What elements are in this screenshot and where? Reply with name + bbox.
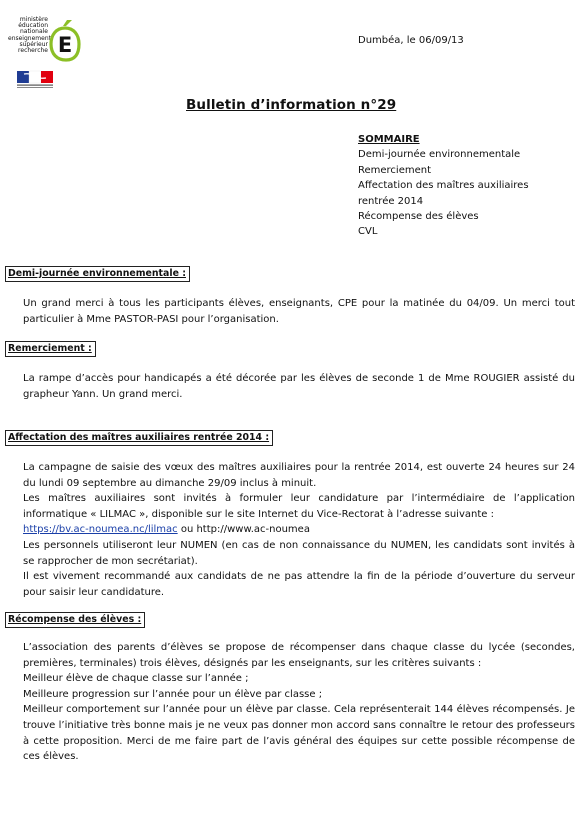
affectation-paragraph: Il est vivement recommandé aux candidats de ne pas attendre la fin de la période d’ouverture du serveur pour saisir leur candidature. <box>23 571 575 598</box>
logo-line: nationale <box>19 28 48 36</box>
place-and-date: Dumbéa, le 06/09/13 <box>358 35 464 46</box>
section-heading-text: Récompense des élèves : <box>8 614 142 625</box>
bulletin-title: Bulletin d’information n°29 <box>186 97 397 113</box>
section-heading-recompense <box>5 612 145 628</box>
toc-heading: SOMMAIRE <box>358 134 420 145</box>
republique-francaise-flag-icon <box>14 70 58 90</box>
ministry-e-logo-icon <box>49 18 81 62</box>
logo-line: supérieur <box>19 40 48 48</box>
toc-item: CVL <box>358 226 378 238</box>
section-heading-affectation <box>5 430 273 446</box>
affectation-link-line <box>23 522 575 538</box>
toc-item: Demi-journée environnementale <box>358 149 521 161</box>
recompense-body <box>23 640 575 765</box>
affectation-paragraph: Les personnels utiliseront leur NUMEN (en cas de non connaissance du NUMEN, les candidats sont invités à se rapprocher de mon secrétariat). <box>23 539 575 567</box>
recompense-paragraph: Meilleur élève de chaque classe sur l’année ; <box>23 673 249 685</box>
logo-line: éducation <box>18 22 48 30</box>
section-paragraph: La rampe d’accès pour handicapés a été décorée par les élèves de seconde 1 de Mme ROUGIER assisté du grapheur Yann. Un grand merci. <box>23 373 575 400</box>
lilmac-link[interactable]: https://bv.ac-noumea.nc/lilmac <box>23 524 178 536</box>
recompense-paragraph: Meilleur comportement sur l’année pour un élève par classe. Cela représenterait 144 élèves récompensés. Je trouve l’initiative très bonne mais je ne veux pas donner mon accord sans connaître le retour des professeurs à cette proposition. Merci de me faire part de l’avis général des équipes sur cette possible récompense de ces élèves. <box>23 704 575 763</box>
affectation-paragraph: Les maîtres auxiliaires sont invités à formuler leur candidature par l’intermédiaire de l’application informatique « LILMAC », disponible sur le site Internet du Vice-Rectorat à l’adresse suivante : <box>23 493 575 520</box>
section-heading-text: Remerciement : <box>8 343 92 354</box>
toc-item: Récompense des élèves <box>358 211 479 223</box>
logo-line: enseignement <box>8 34 51 42</box>
link-suffix: ou http://www.ac-noumea <box>177 524 310 536</box>
logo-line: recherche <box>18 47 48 55</box>
section-paragraph: Un grand merci à tous les participants élèves, enseignants, CPE pour la matinée du 04/09. Un merci tout particulier à Mme PASTOR-PASI pour l’organisation. <box>23 298 575 325</box>
section-heading-text: Demi-journée environnementale : <box>8 268 186 279</box>
section-heading-text: Affectation des maîtres auxiliaires rentrée 2014 : <box>8 432 270 443</box>
ministry-logo-text <box>8 16 51 55</box>
affectation-paragraph: La campagne de saisie des vœux des maîtres auxiliaires pour la rentrée 2014, est ouverte 24 heures sur 24 du lundi 09 septembre au dimanche 29/09 inclus à minuit. <box>23 462 575 489</box>
svg-text:E: E <box>57 33 73 57</box>
section-heading-demi-journee <box>5 266 190 282</box>
section-heading-remerciement <box>5 341 96 357</box>
logo-line: ministère <box>19 16 48 23</box>
toc-item: Remerciement <box>358 164 432 176</box>
toc-item: Affectation des maîtres auxiliaires rentrée 2014 <box>358 180 529 207</box>
recompense-paragraph: Meilleure progression sur l’année pour un élève par classe ; <box>23 688 323 700</box>
affectation-body <box>23 460 575 600</box>
recompense-paragraph: L’association des parents d’élèves se propose de récompenser dans chaque classe du lycée (secondes, premières, terminales) trois élèves, désignés par les enseignants, sur les critères suivants : <box>23 642 575 669</box>
table-of-contents <box>358 132 568 240</box>
